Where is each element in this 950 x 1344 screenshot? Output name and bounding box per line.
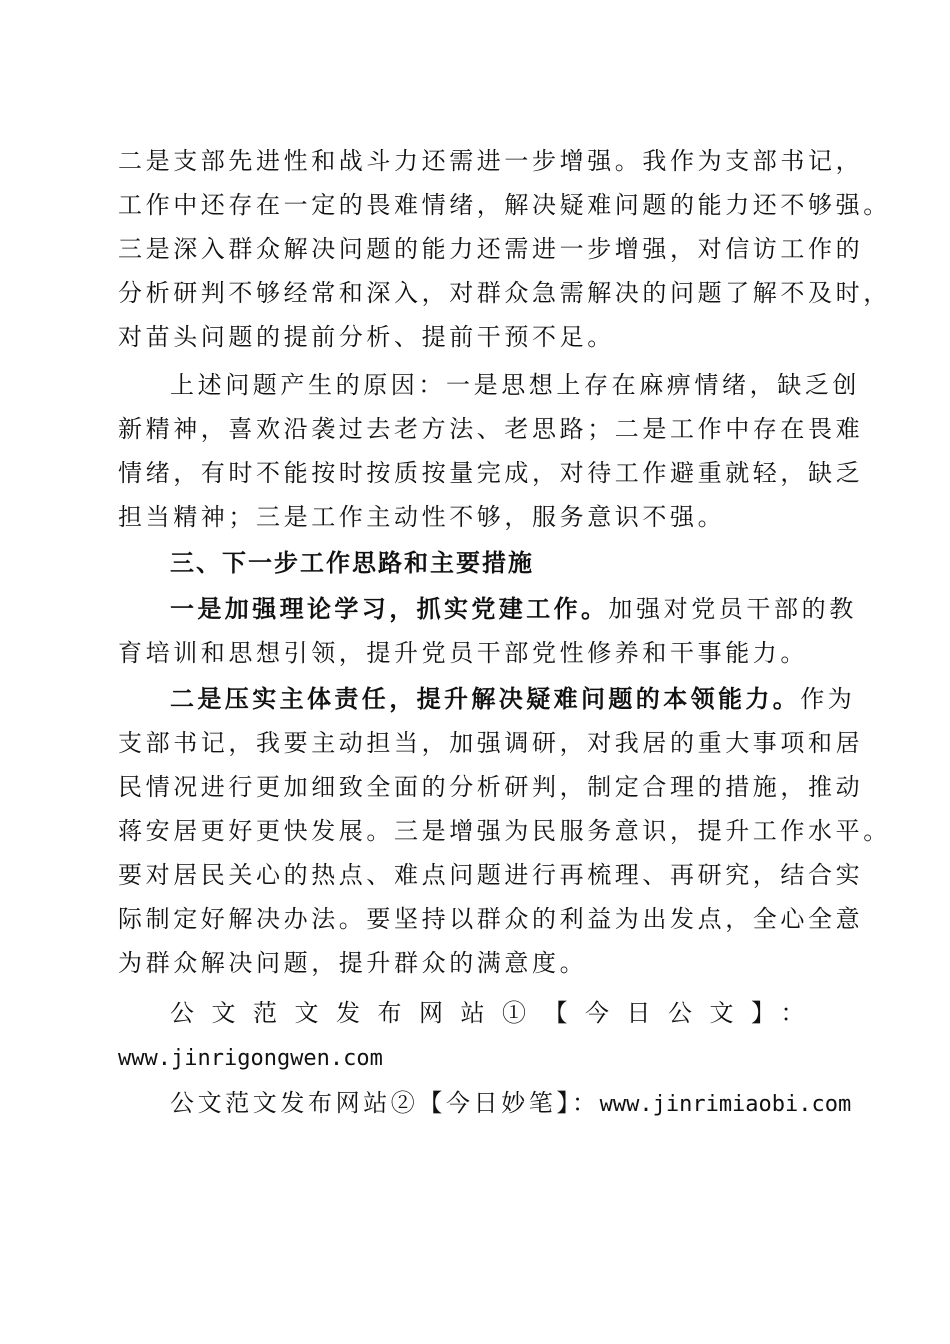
paragraph-line: 要对居民关心的热点、难点问题进行再梳理、再研究，结合实 <box>118 861 864 889</box>
paragraph-line: 新精神，喜欢沿袭过去老方法、老思路；二是工作中存在畏难 <box>118 415 864 443</box>
site-link-url[interactable]: www.jinrimiaobi.com <box>599 1092 852 1117</box>
paragraph-line <box>170 594 857 624</box>
site-link-label: 公文范文发布网站①【今日公文】： <box>170 999 822 1027</box>
paragraph-line: 情绪，有时不能按时按质按量完成，对待工作避重就轻，缺乏 <box>118 459 864 487</box>
paragraph-line: 对苗头问题的提前分析、提前干预不足。 <box>118 323 615 351</box>
site-link-url[interactable]: www.jinrigongwen.com <box>118 1046 383 1071</box>
paragraph-line: 支部书记，我要主动担当，加强调研，对我居的重大事项和居 <box>118 729 864 757</box>
site-link-line <box>170 1088 851 1120</box>
bold-lead: 二是压实主体责任，提升解决疑难问题的本领能力。 <box>170 684 801 713</box>
paragraph-line: 上述问题产生的原因：一是思想上存在麻痹情绪，缺乏创 <box>170 371 860 399</box>
paragraph-line: 际制定好解决办法。要坚持以群众的利益为出发点，全心全意 <box>118 905 864 933</box>
paragraph-line: 民情况进行更加细致全面的分析研判，制定合理的措施，推动 <box>118 773 864 801</box>
paragraph-line: 育培训和思想引领，提升党员干部党性修养和干事能力。 <box>118 639 808 667</box>
paragraph-line: 分析研判不够经常和深入，对群众急需解决的问题了解不及时， <box>118 279 891 307</box>
bold-lead: 一是加强理论学习，抓实党建工作。 <box>170 594 609 623</box>
paragraph-line: 蒋安居更好更快发展。三是增强为民服务意识，提升工作水平。 <box>118 817 891 845</box>
paragraph-line: 工作中还存在一定的畏难情绪，解决疑难问题的能力还不够强。 <box>118 191 891 219</box>
paragraph-text: 作为 <box>800 685 856 713</box>
section-heading: 三、下一步工作思路和主要措施 <box>170 549 534 577</box>
site-link-label: 公文范文发布网站②【今日妙笔】： <box>170 1089 600 1117</box>
paragraph-line: 二是支部先进性和战斗力还需进一步增强。我作为支部书记， <box>118 147 864 175</box>
paragraph-line: 为群众解决问题，提升群众的满意度。 <box>118 949 588 977</box>
paragraph-line: 三是深入群众解决问题的能力还需进一步增强，对信访工作的 <box>118 235 864 263</box>
paragraph-line <box>170 684 855 714</box>
paragraph-line: 担当精神；三是工作主动性不够，服务意识不强。 <box>118 503 726 531</box>
paragraph-text: 加强对党员干部的教 <box>608 595 857 623</box>
